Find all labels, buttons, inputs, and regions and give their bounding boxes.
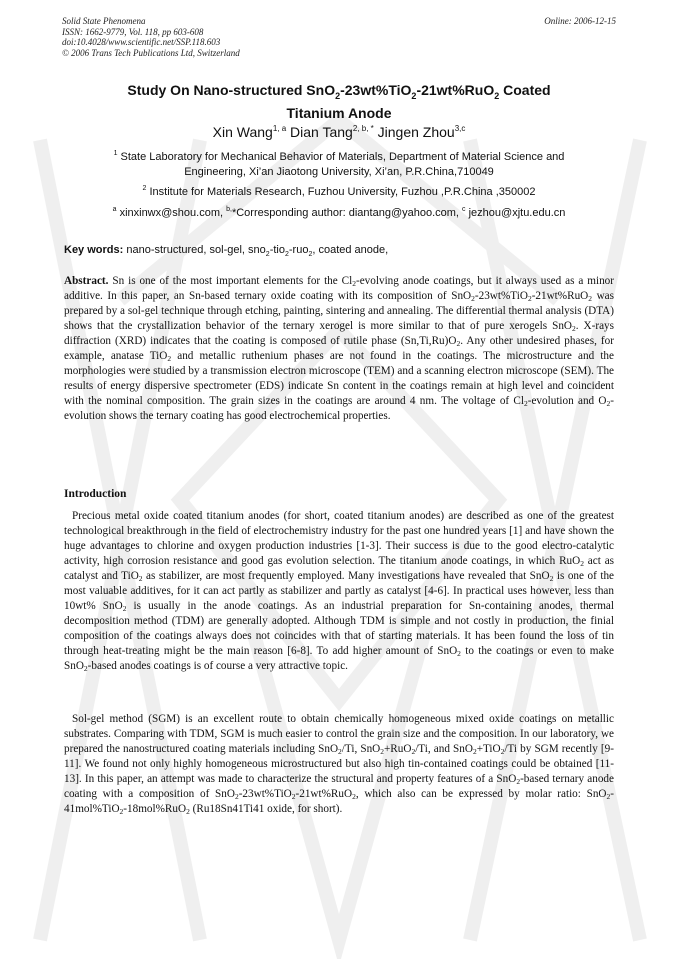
- author-1: Xin Wang: [212, 124, 273, 140]
- keywords: Key words: nano-structured, sol-gel, sno$_2$-tio$_2$-ruo$_2$, coated anode,: [64, 244, 389, 259]
- email-c: jezhou@xjtu.edu.cn: [468, 207, 566, 219]
- author-emails: $^a$ xinxinwx@shou.com, $^{b,}$*Corresponding author: diantang@yahoo.com, $^c$ jezhou@xjtu.edu.cn: [112, 206, 566, 219]
- journal-info: [62, 16, 240, 58]
- email-b: *Corresponding author: diantang@yahoo.com,: [231, 207, 459, 219]
- affiliation-2: $^2$ Institute for Materials Research, Fuzhou University, Fuzhou ,P.R.China ,350002: [142, 185, 536, 198]
- paper-title: [40, 82, 638, 122]
- author-3: Jingen Zhou: [377, 124, 455, 140]
- intro-paragraph-2: Sol-gel method (SGM) is an excellent route to obtain chemically homogeneous mixed oxide coatings on metallic substrates. Comparing with TDM, SGM is much easier to control the grain size and the composition. In our laboratory, we prepared the nanostructured coating materials including SnO$_2$/Ti, SnO$_2$+RuO$_2$/Ti, and SnO$_2$+TiO$_2$/Ti by SGM recently [9-11]. We found not only highly homogeneous microstructured but also high tin-contained coatings could be obtained [11-13]. In this paper, an attempt was made to characterize the structural and property features of a SnO$_2$-based ternary anode coating with a composition of SnO$_2$-23wt%TiO$_2$-21wt%RuO$_2$, which also can be expressed by molar ratio: SnO$_2$-41mol%TiO$_2$-18mol%RuO$_2$ (Ru18Sn41Ti41 oxide, for short).: [64, 713, 614, 816]
- title-line-2: Titanium Anode: [286, 104, 392, 121]
- abstract-label: Abstract.: [64, 275, 109, 287]
- introduction-heading: Introduction: [64, 488, 127, 500]
- author-list: Xin Wang$^{1, a}$ Dian Tang$^{2, b, *}$ Jingen Zhou$^{3,c}$: [212, 124, 466, 140]
- journal-copyright: © 2006 Trans Tech Publications Ltd, Switzerland: [62, 47, 240, 58]
- keywords-label: Key words:: [64, 244, 124, 256]
- affiliation-1: $^1$ State Laboratory for Mechanical Behavior of Materials, Department of Material Science and Engineering, Xi’an Jiaotong University, Xi’an, P.R.China,710049: [113, 150, 565, 178]
- author-2: Dian Tang: [290, 124, 353, 140]
- online-date: Online: 2006-12-15: [544, 16, 616, 26]
- journal-name: Solid State Phenomena: [62, 16, 146, 26]
- abstract: Abstract. Sn is one of the most important elements for the $Cl_2$-evolving anode coatings, but it always used as a minor additive. In this paper, an Sn-based ternary oxide coating with its composition of SnO$_2$-23wt%TiO$_2$-21wt%RuO$_2$ was prepared by a sol-gel technique through etching, painting, sintering and annealing. The differential thermal analysis (DTA) shows that the crystallization behavior of the ternary xerogel is more similar to that of pure xerogels SnO$_2$. X-rays diffraction (XRD) indicates that the coating is composed of rutile phase $(Sn,Ti,Ru)O_2$. Any other undesired phases, for example, anatase TiO$_2$ and metallic ruthenium phases are not found in the coatings. The microstructure and the morphologies were studied by a transmission electron microscope (TEM) and a scanning electron microscope (SEM). The results of energy dispersive spectrometer (EDS) indicate Sn content in the coatings remain at high level and coincident with the nominal composition. The grain sizes in the coatings are around 4 nm. The voltage of $Cl_2$-evolution and $O_2$-evolution shows the ternary coating has good electrochemical properties.: [64, 275, 614, 422]
- intro-paragraph-1: Precious metal oxide coated titanium anodes (for short, coated titanium anodes) are described as one of the greatest technological breakthrough in the field of electrochemistry industry for the past one hundred years [1] and have shown the huge advantages to chlorine and oxygen production industries [1-3]. Their success is due to the good electro-catalytic activity, high corrosion resistance and good gas evolution selection. The titanium anode coatings, in which RuO$_2$ act as catalyst and TiO$_2$ as stabilizer, are most frequently employed. Many investigations have revealed that SnO$_2$ is one of the most valuable additives, for it can act partly as stabilizer and partly as catalyst [4-6]. In practical uses however, less than 10wt% SnO$_2$ is usually in the anode coatings. As an industrial preparation for Sn-containing anodes, thermal decomposition method (TDM) are generally adopted. Although TDM is simple and not costly in production, the finial composition of the coatings always does not coincides with that of starting materials. It has been found the loss of tin through heat-treating might be the main reason [6-8]. To add higher amount of SnO$_2$ to the coatings or even to make SnO$_2$-based anodes coatings is of course a very attractive topic.: [64, 510, 615, 673]
- journal-issn: ISSN: 1662-9779, Vol. 118, pp 603-608: [62, 26, 204, 37]
- journal-doi: doi:10.4028/www.scientific.net/SSP.118.603: [62, 37, 221, 47]
- email-a: xinxinwx@shou.com,: [119, 207, 224, 219]
- title-line-1: Study On Nano-structured SnO$_2$-23wt%TiO$_2$-21wt%RuO$_2$ Coated: [127, 82, 551, 101]
